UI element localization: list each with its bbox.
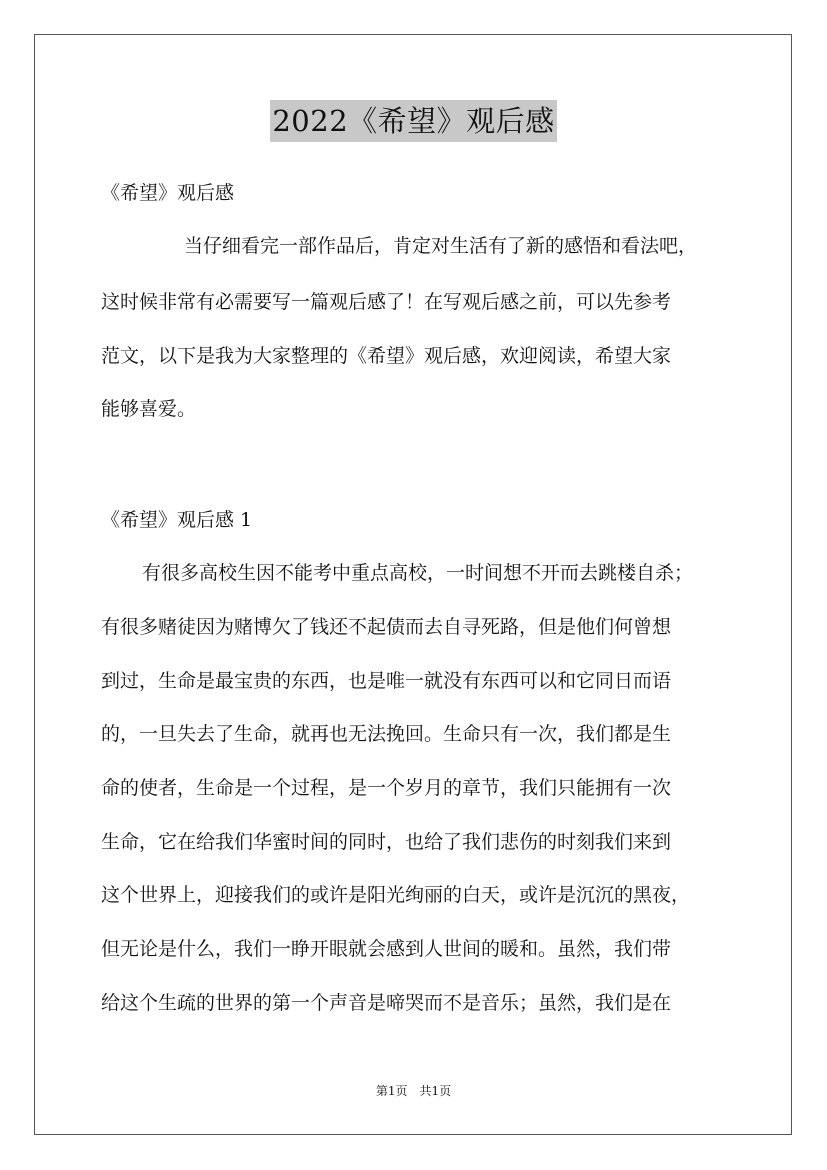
section-line: 的，一旦失去了生命，就再也无法挽回。生命只有一次，我们都是生 — [101, 723, 672, 745]
section-line: 但无论是什么，我们一睁开眼就会感到人世间的暖和。虽然，我们带 — [101, 938, 672, 960]
intro-line: 当仔细看完一部作品后，肯定对生活有了新的感悟和看法吧， — [184, 235, 698, 257]
intro-heading: 《希望》观后感 — [101, 182, 235, 204]
section-line: 有很多赌徒因为赌博欠了钱还不起债而去自寻死路，但是他们何曾想 — [101, 616, 672, 638]
intro-line: 范文，以下是我为大家整理的《希望》观后感，欢迎阅读，希望大家 — [101, 345, 672, 367]
document-title: 2022《希望》观后感 — [270, 100, 556, 142]
section-line: 生命，它在给我们华蜜时间的同时，也给了我们悲伤的时刻我们来到 — [101, 831, 672, 853]
section-heading: 《希望》观后感 1 — [101, 509, 253, 531]
title-container — [0, 100, 827, 142]
section-line: 有很多高校生因不能考中重点高校，一时间想不开而去跳楼自杀； — [142, 562, 694, 584]
section-line: 这个世界上，迎接我们的或许是阳光绚丽的白天，或许是沉沉的黑夜， — [101, 884, 691, 906]
section-line: 到过，生命是最宝贵的东西，也是唯一就没有东西可以和它同日而语 — [101, 670, 672, 692]
intro-line: 能够喜爱。 — [101, 398, 197, 420]
page-footer: 第1页 共1页 — [375, 1084, 452, 1098]
section-line: 命的使者，生命是一个过程，是一个岁月的章节，我们只能拥有一次 — [101, 777, 672, 799]
section-line: 给这个生疏的世界的第一个声音是啼哭而不是音乐；虽然，我们是在 — [101, 992, 672, 1014]
intro-line: 这时候非常有必需要写一篇观后感了！在写观后感之前，可以先参考 — [101, 291, 672, 313]
